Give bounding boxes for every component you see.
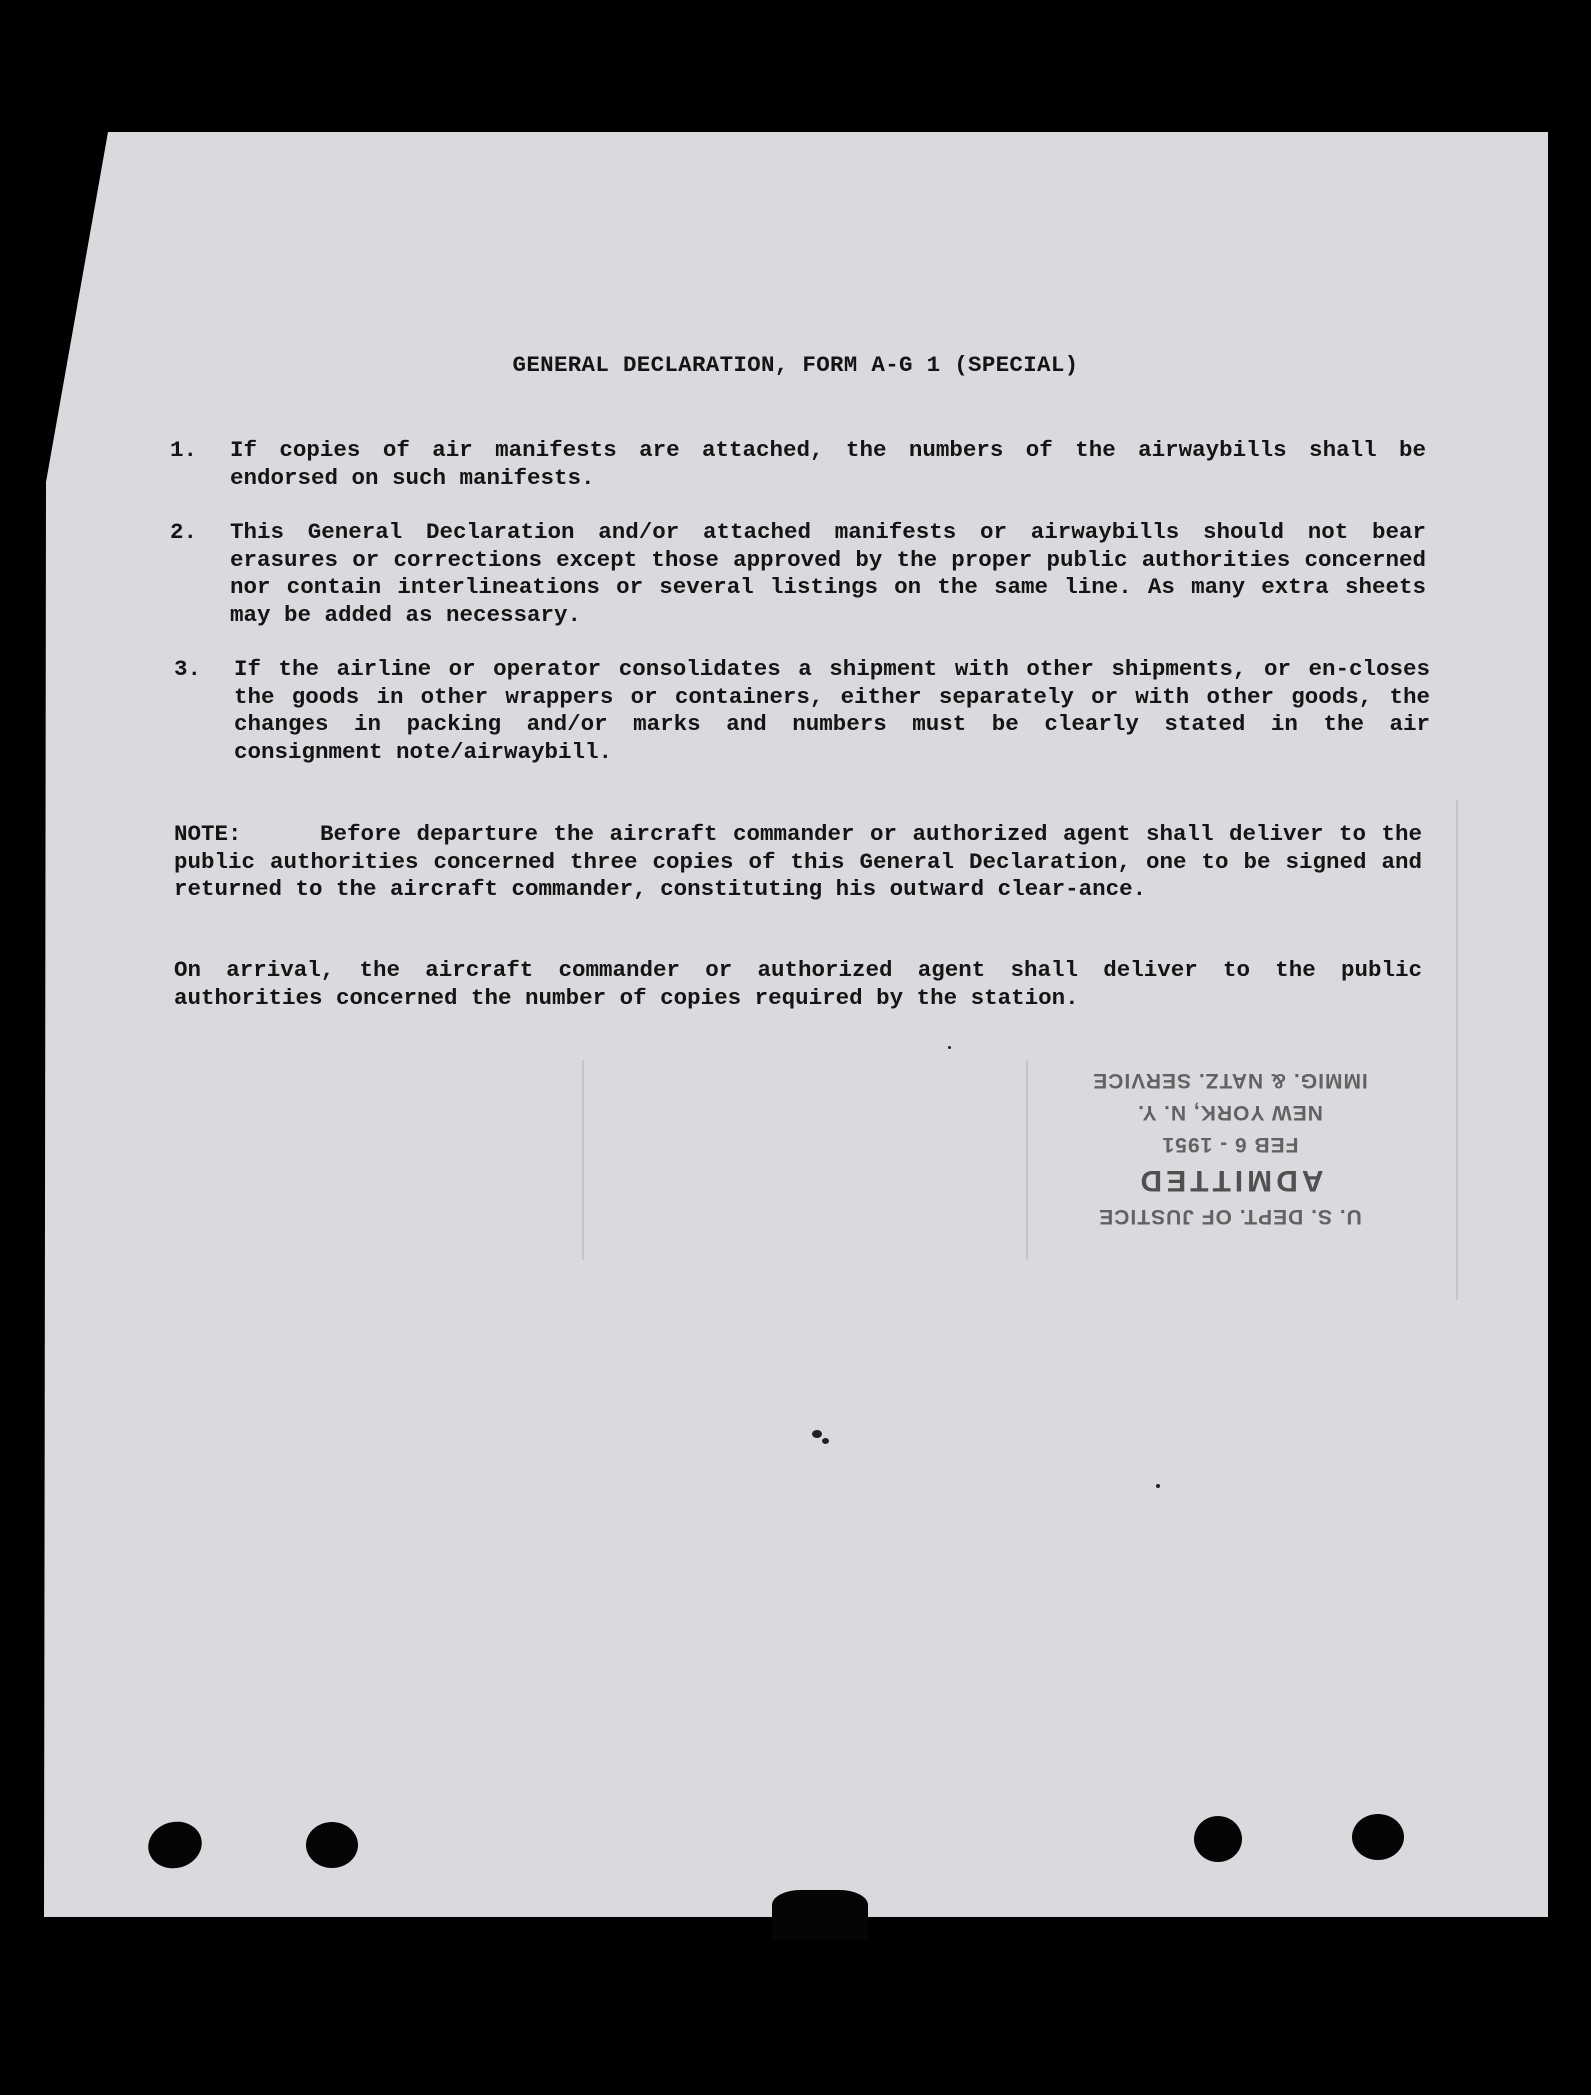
punch-hole bbox=[306, 1822, 358, 1868]
item-number: 2. bbox=[170, 519, 198, 545]
stamp-line: ADMITTED bbox=[1136, 1164, 1324, 1197]
speck bbox=[822, 1438, 829, 1444]
admitted-stamp bbox=[1090, 1064, 1370, 1232]
page-title: GENERAL DECLARATION, FORM A-G 1 (SPECIAL) bbox=[512, 352, 1079, 378]
punch-hole bbox=[1352, 1814, 1404, 1860]
note-label: NOTE: bbox=[174, 821, 242, 847]
torn-notch bbox=[772, 1890, 868, 1940]
item-text: This General Declaration and/or attached manifests or airwaybills should not bear erasures or corrections except those approved by the proper public authorities concerned nor contain interlineations or several listings on the same line. As many extra sheets may be added as necessary. bbox=[230, 519, 1426, 628]
punch-hole bbox=[1194, 1816, 1242, 1862]
stamp-line: FEB 6 - 1951 bbox=[1161, 1133, 1299, 1156]
item-text: If the airline or operator consolidates a shipment with other shipments, or en-closes the goods in other wrappers or containers, either separately or with other goods, the changes in packing and/or marks and numbers must be clearly stated in the air consignment note/airwaybill. bbox=[234, 656, 1430, 765]
item-number: 3. bbox=[174, 656, 202, 682]
note-paragraph bbox=[174, 821, 1422, 904]
stamp-line: U. S. DEPT. OF JUSTICE bbox=[1098, 1205, 1362, 1228]
speck bbox=[812, 1430, 822, 1438]
speck bbox=[948, 1046, 951, 1049]
arrival-paragraph: On arrival, the aircraft commander or authorized agent shall deliver to the public authorities concerned the number of copies required by the station. bbox=[174, 957, 1422, 1011]
stamp-line: NEW YORK, N. Y. bbox=[1137, 1101, 1323, 1124]
item-text: If copies of air manifests are attached, the numbers of the airwaybills shall be endorsed on such manifests. bbox=[230, 437, 1426, 491]
item-number: 1. bbox=[170, 437, 198, 463]
speck bbox=[1156, 1484, 1160, 1488]
note-text: Before departure the aircraft commander or authorized agent shall deliver to the public authorities concerned three copies of this General Declaration, one to be signed and returned to the aircraft commander, constituting his outward clear-ance. bbox=[174, 821, 1422, 902]
stamp-line: IMMIG. & NATZ. SERVICE bbox=[1092, 1069, 1368, 1092]
